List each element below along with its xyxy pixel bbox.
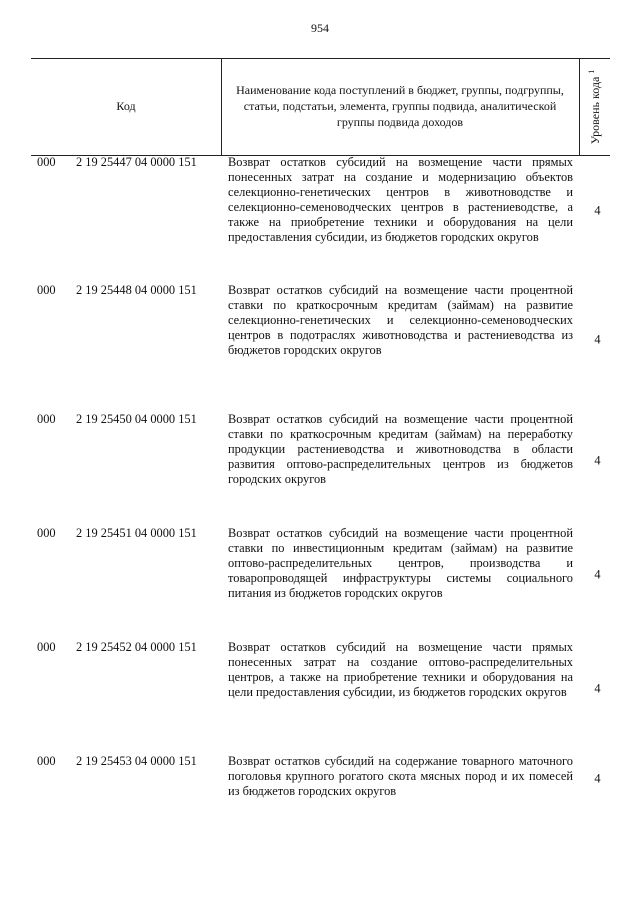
- row-description: Возврат остатков субсидий на возмещение части прямых понесенных затрат на создание и модернизацию объектов селекционно-генетических центров в животноводстве и селекционно-семеноводческих центров в растениеводстве, а также на приобретение техники и оборудования на цели предоставления субсидии, из бюджетов городских округов: [228, 155, 573, 244]
- table-row: [37, 526, 610, 624]
- row-level: 4: [594, 567, 601, 582]
- row-prefix: 000: [37, 283, 56, 297]
- header-level-footnote: 1: [586, 69, 596, 74]
- row-description: Возврат остатков субсидий на возмещение части процентной ставки по краткосрочным кредитам (займам) на переработку продукции растениеводства и животноводства в области развития оптово-распределительных центров из бюджетов городских округов: [228, 412, 573, 486]
- header-level-label: Уровень кода: [587, 76, 602, 145]
- row-level: 4: [594, 203, 601, 218]
- row-code: 2 19 25452 04 0000 151: [76, 640, 197, 654]
- row-code: 2 19 25453 04 0000 151: [76, 754, 197, 768]
- header-level: [579, 59, 610, 155]
- table-row: [37, 640, 610, 738]
- table-row: [37, 754, 610, 804]
- table-row: [37, 412, 610, 510]
- column-divider: [221, 59, 222, 155]
- row-description: Возврат остатков субсидий на возмещение части процентной ставки по краткосрочным кредитам (займам) на развитие селекционно-генетических и селекционно-семеноводческих центров в подотраслях животноводства и растениеводства из бюджетов городских округов: [228, 283, 573, 357]
- header-code: Код: [116, 99, 136, 113]
- row-level: 4: [594, 681, 601, 696]
- row-prefix: 000: [37, 526, 56, 540]
- row-description: Возврат остатков субсидий на содержание товарного маточного поголовья крупного рогатого скота мясных пород и их помесей из бюджетов городских округов: [228, 754, 573, 798]
- row-prefix: 000: [37, 155, 56, 169]
- row-description: Возврат остатков субсидий на возмещение части процентной ставки по инвестиционным кредитам (займам) на развитие оптово-распределительных центров, производства и товаропроводящей инфраструктуры системы социального питания из бюджетов городских округов: [228, 526, 573, 600]
- table-row: [37, 283, 610, 396]
- row-code: 2 19 25451 04 0000 151: [76, 526, 197, 540]
- row-code: 2 19 25448 04 0000 151: [76, 283, 197, 297]
- row-level: 4: [594, 453, 601, 468]
- row-prefix: 000: [37, 412, 56, 426]
- table-header: [31, 58, 610, 156]
- row-level: 4: [594, 771, 601, 786]
- row-code: 2 19 25450 04 0000 151: [76, 412, 197, 426]
- page-number: 954: [311, 21, 329, 35]
- row-prefix: 000: [37, 640, 56, 654]
- row-code: 2 19 25447 04 0000 151: [76, 155, 197, 169]
- header-name: Наименование кода поступлений в бюджет, группы, подгруппы, статьи, подстатьи, элемента, группы подвида, аналитической группы подвида доходов: [236, 83, 564, 129]
- header-level-text: [587, 70, 603, 145]
- row-description: Возврат остатков субсидий на возмещение части прямых понесенных затрат на создание оптово-распределительных центров, а также на приобретение техники и оборудования на цели предоставления субсидии, из бюджетов городских округов: [228, 640, 573, 699]
- row-level: 4: [594, 332, 601, 346]
- table-body: [37, 155, 610, 804]
- table-row: [37, 155, 610, 267]
- row-prefix: 000: [37, 754, 56, 768]
